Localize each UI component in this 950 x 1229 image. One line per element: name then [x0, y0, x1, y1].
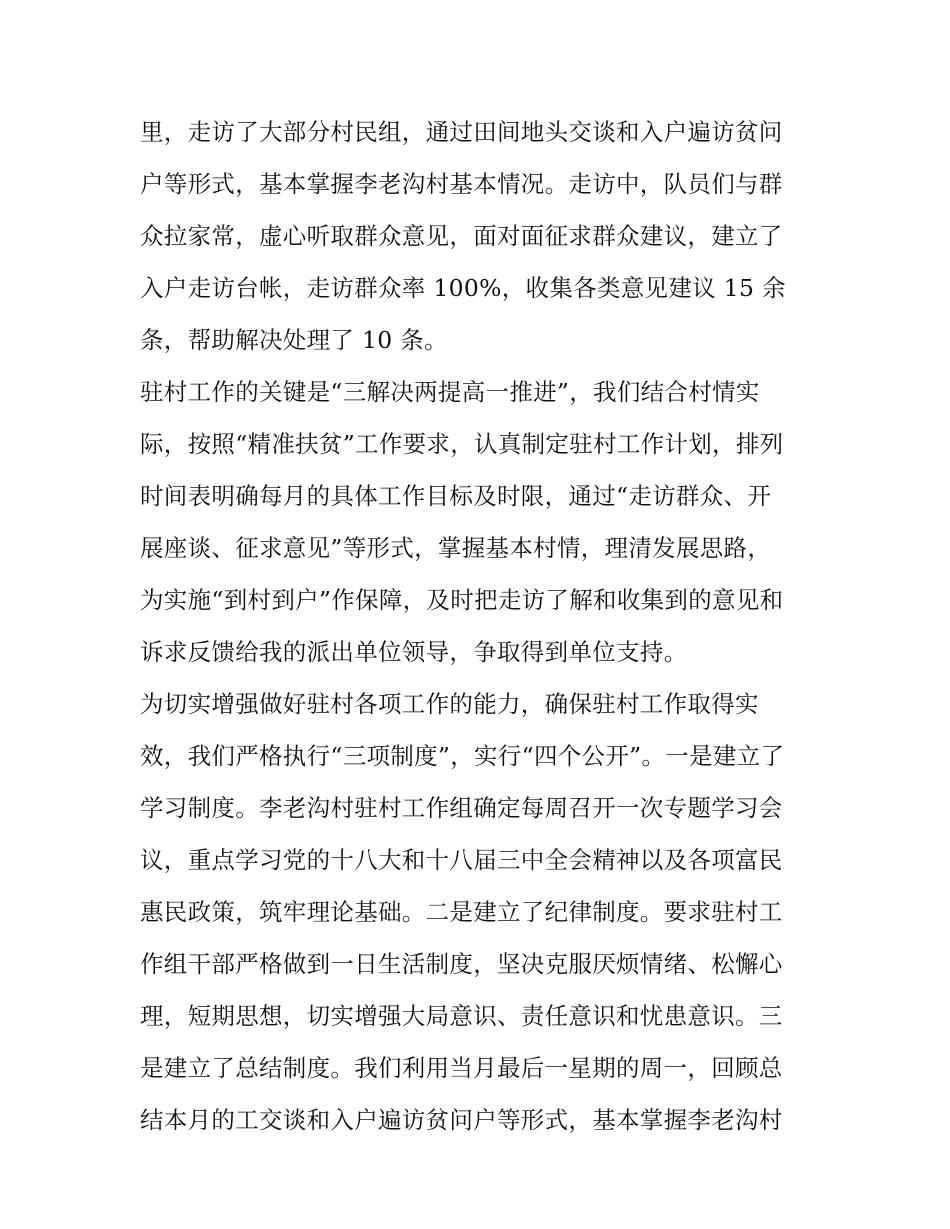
text-line: 户等形式，基本掌握李老沟村基本情况。走访中，队员们与群 — [140, 170, 783, 198]
text-line: 结本月的工交谈和入户遍访贫问户等形式，基本掌握李老沟村 — [140, 1106, 783, 1134]
text-line: 作组干部严格做到一日生活制度，坚决克服厌烦情绪、松懈心 — [140, 950, 783, 978]
text-line: 驻村工作的关键是“三解决两提高一推进”，我们结合村情实 — [140, 378, 760, 406]
text-line: 诉求反馈给我的派出单位领导，争取得到单位支持。 — [140, 638, 688, 666]
text-line: 为实施“到村到户”作保障，及时把走访了解和收集到的意见和 — [140, 586, 784, 614]
text-line: 学习制度。李老沟村驻村工作组确定每周召开一次专题学习会 — [140, 794, 783, 822]
text-line: 际，按照“精准扶贫”工作要求，认真制定驻村工作计划，排列 — [140, 430, 784, 458]
text-line: 效，我们严格执行“三项制度”，实行“四个公开”。一是建立了 — [140, 742, 785, 770]
text-line: 条，帮助解决处理了 10 条。 — [140, 326, 448, 354]
text-line: 里，走访了大部分村民组，通过田间地头交谈和入户遍访贫问 — [140, 118, 783, 146]
text-line: 展座谈、征求意见”等形式，掌握基本村情，理清发展思路， — [140, 534, 772, 562]
text-line: 惠民政策，筑牢理论基础。二是建立了纪律制度。要求驻村工 — [140, 898, 783, 926]
text-line: 众拉家常，虚心听取群众意见，面对面征求群众建议，建立了 — [140, 222, 783, 250]
document-body — [140, 106, 830, 1146]
text-line: 为切实增强做好驻村各项工作的能力，确保驻村工作取得实 — [140, 690, 759, 718]
text-line: 入户走访台帐，走访群众率 100%，收集各类意见建议 15 余 — [140, 274, 786, 302]
text-line: 理，短期思想，切实增强大局意识、责任意识和忧患意识。三 — [140, 1002, 783, 1030]
text-line: 时间表明确每月的具体工作目标及时限，通过“走访群众、开 — [140, 482, 772, 510]
text-line: 议，重点学习党的十八大和十八届三中全会精神以及各项富民 — [140, 846, 783, 874]
text-line: 是建立了总结制度。我们利用当月最后一星期的周一，回顾总 — [140, 1054, 783, 1082]
